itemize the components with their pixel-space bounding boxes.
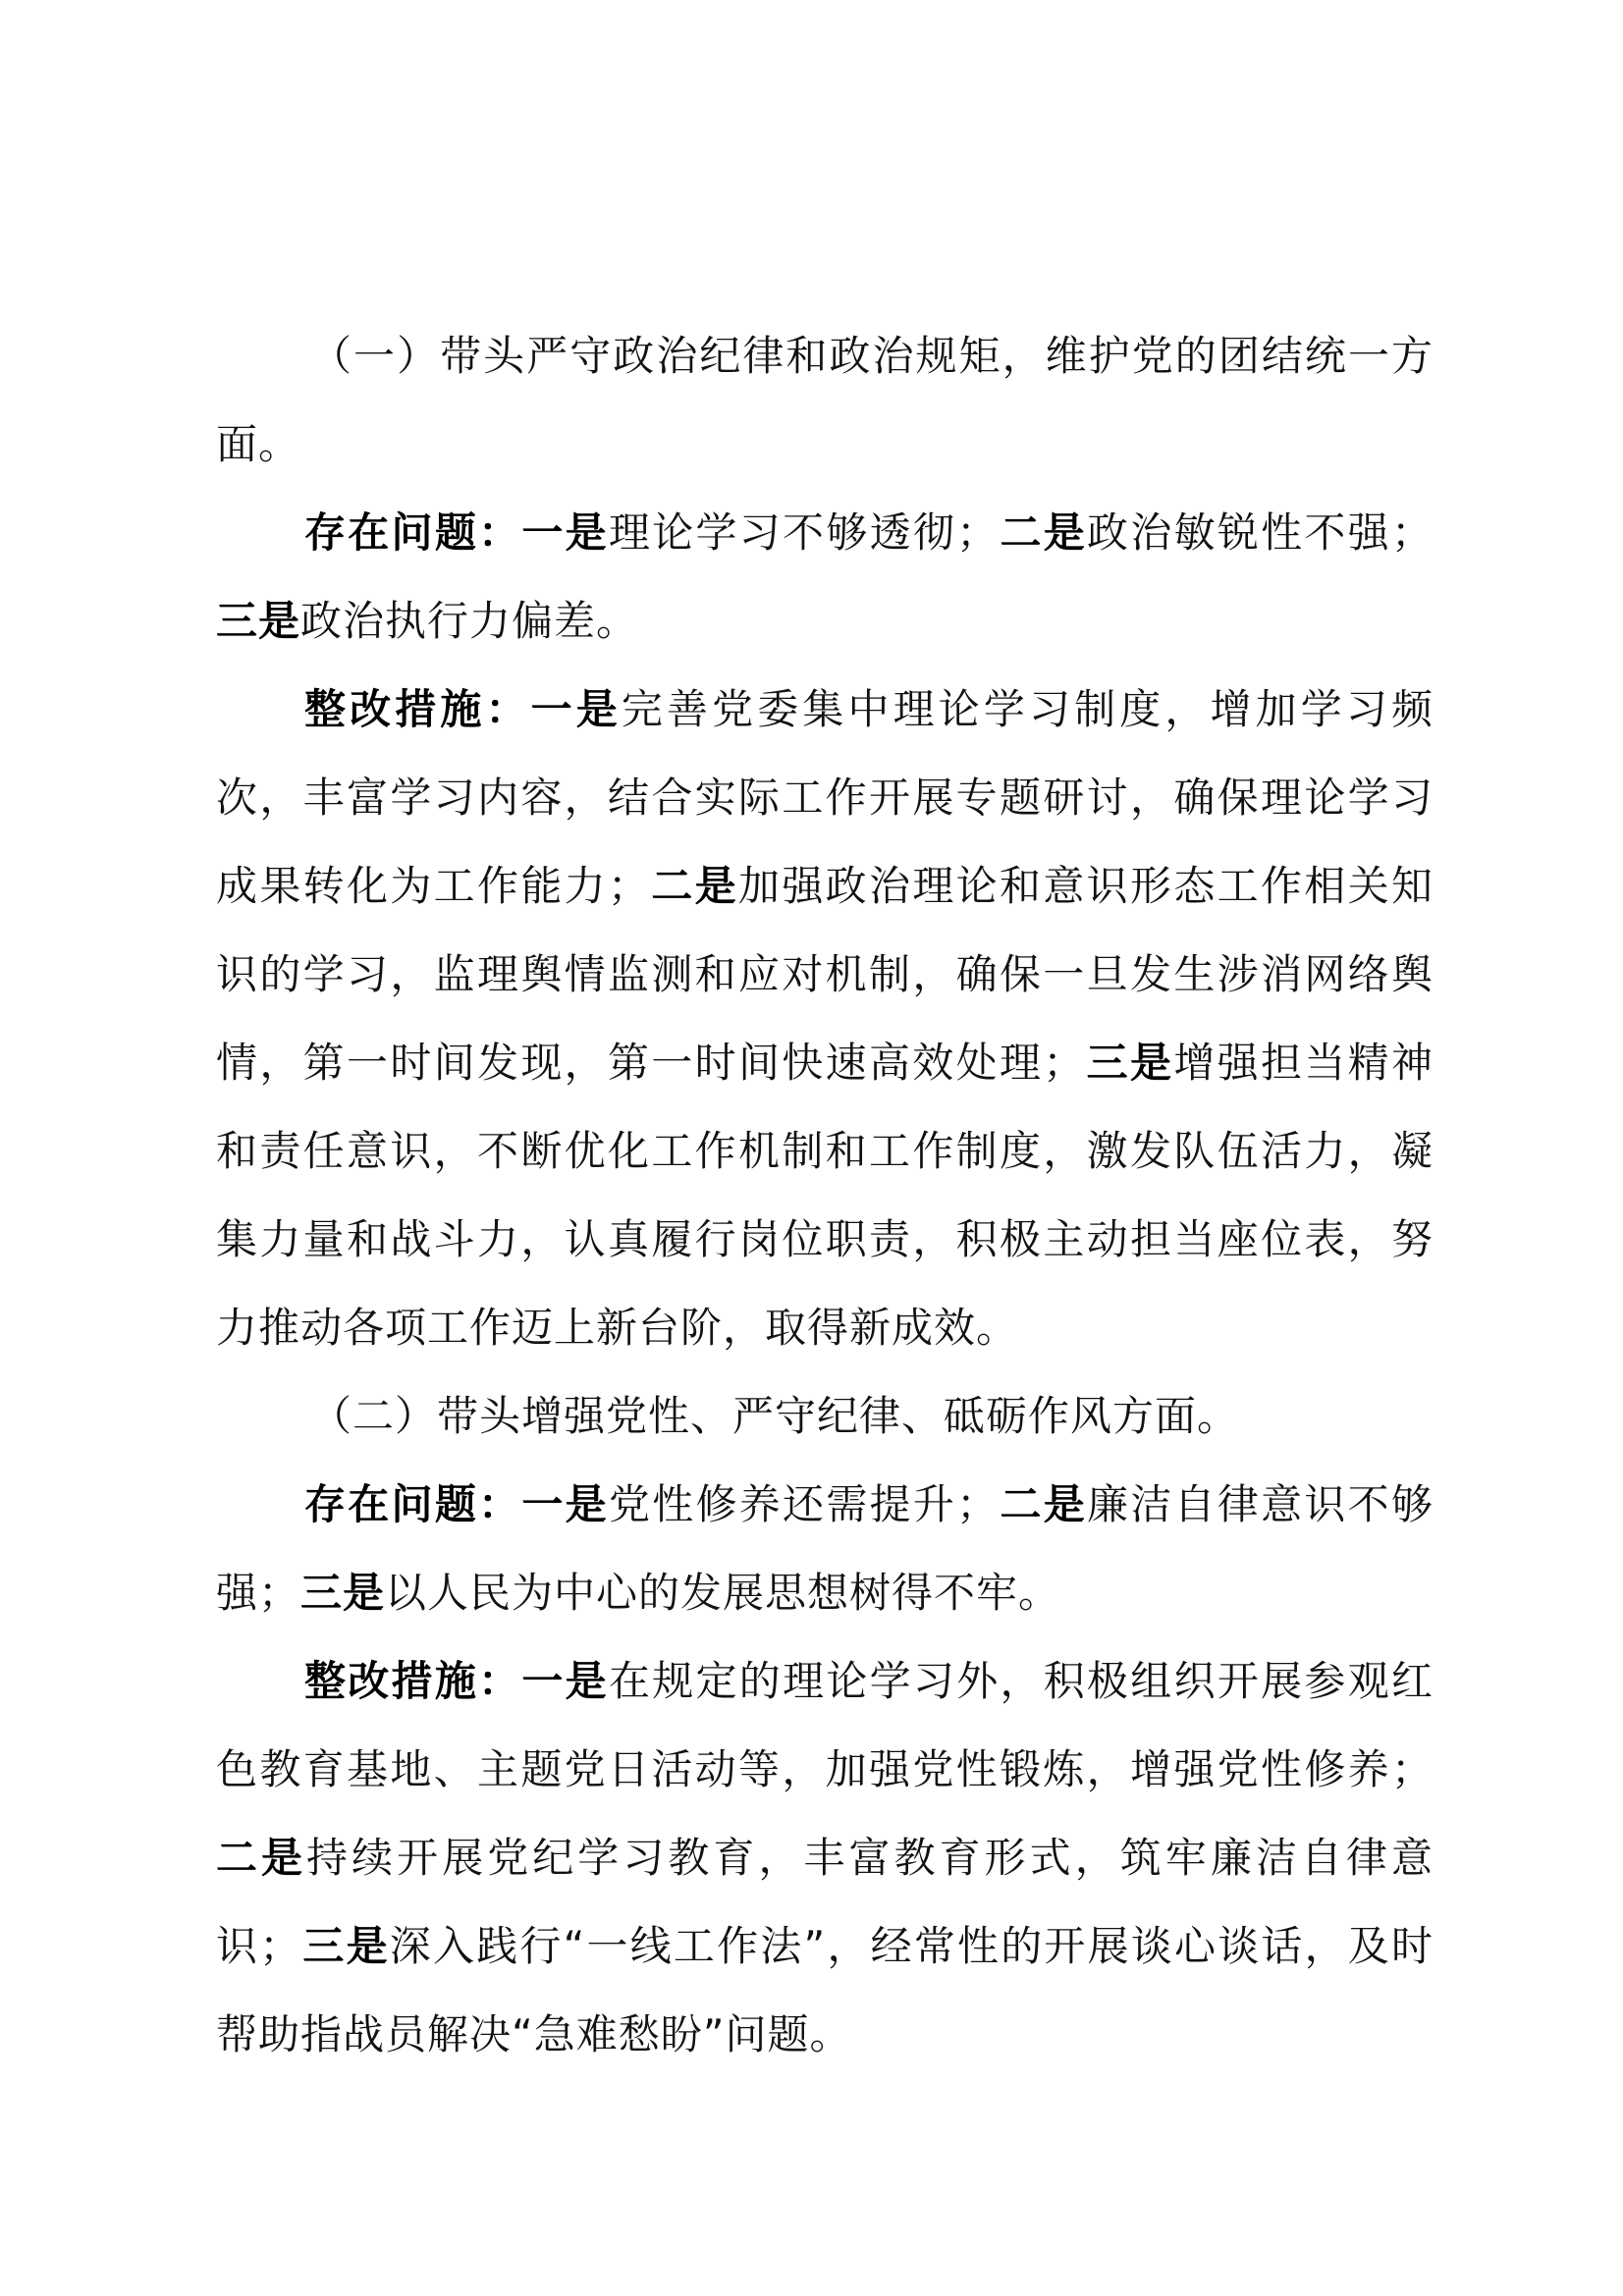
item-text: 党性修养还需提升； xyxy=(608,1480,1000,1528)
item-marker: 一是 xyxy=(530,685,622,733)
document-page xyxy=(216,312,1434,2079)
item-marker: 二是 xyxy=(650,862,738,910)
item-marker: 一是 xyxy=(521,1480,609,1528)
section-1-heading: （一）带头严守政治纪律和政治规矩，维护党的团结统一方面。 xyxy=(216,332,1434,468)
item-text: 增强担当精神和责任意识，不断优化工作机制和工作制度，激发队伍活力，凝集力量和战斗力，认真履行岗位职责，积极主动担当座位表，努力推动各项工作迈上新台阶，取得新成效。 xyxy=(216,1039,1434,1352)
item-text: 以人民为中心的发展思想树得不牢。 xyxy=(385,1569,1061,1617)
problems-label: 存在问题： xyxy=(304,1480,522,1528)
item-text: 加强政治理论和意识形态工作相关知识的学习，监理舆情监测和应对机制，确保一旦发生涉消网络舆情，第一时间发现，第一时间快速高效处理； xyxy=(216,862,1434,1087)
item-text: 廉洁自律意识不够强； xyxy=(216,1480,1434,1617)
item-text: 在规定的理论学习外，积极组织开展参观红色教育基地、主题党日活动等，加强党性锻炼，增强党性修养； xyxy=(216,1657,1434,1793)
section-1-measures xyxy=(216,666,1434,1372)
item-marker: 三是 xyxy=(216,597,301,645)
section-2-measures xyxy=(216,1637,1434,2079)
item-text: 政治敏锐性不强； xyxy=(1087,508,1434,557)
item-marker: 二是 xyxy=(216,1834,307,1882)
item-text: 持续开展党纪学习教育，丰富教育形式，筑牢廉洁自律意识； xyxy=(216,1834,1434,1970)
item-text: 理论学习不够透彻； xyxy=(608,508,1000,557)
item-text: 政治执行力偏差。 xyxy=(300,597,639,645)
measures-label: 整改措施： xyxy=(304,685,531,733)
item-marker: 一是 xyxy=(521,508,609,557)
measures-label: 整改措施： xyxy=(304,1657,522,1705)
section-2-heading: （二）带头增强党性、严守纪律、砥砺作风方面。 xyxy=(310,1392,1240,1440)
section-1-problems xyxy=(216,489,1434,666)
item-marker: 二是 xyxy=(999,508,1088,557)
item-marker: 三是 xyxy=(1085,1039,1174,1087)
item-text: 深入践行“一线工作法”，经常性的开展谈心谈话，及时帮助指战员解决“急难愁盼”问题。 xyxy=(216,1922,1434,2058)
problems-label: 存在问题： xyxy=(304,508,522,557)
item-text: 完善党委集中理论学习制度，增加学习频次，丰富学习内容，结合实际工作开展专题研讨，确保理论学习成果转化为工作能力； xyxy=(216,685,1434,910)
item-marker: 三是 xyxy=(300,1569,386,1617)
section-2-problems xyxy=(216,1461,1434,1637)
item-marker: 一是 xyxy=(521,1657,609,1705)
item-marker: 三是 xyxy=(301,1922,390,1970)
item-marker: 二是 xyxy=(999,1480,1088,1528)
